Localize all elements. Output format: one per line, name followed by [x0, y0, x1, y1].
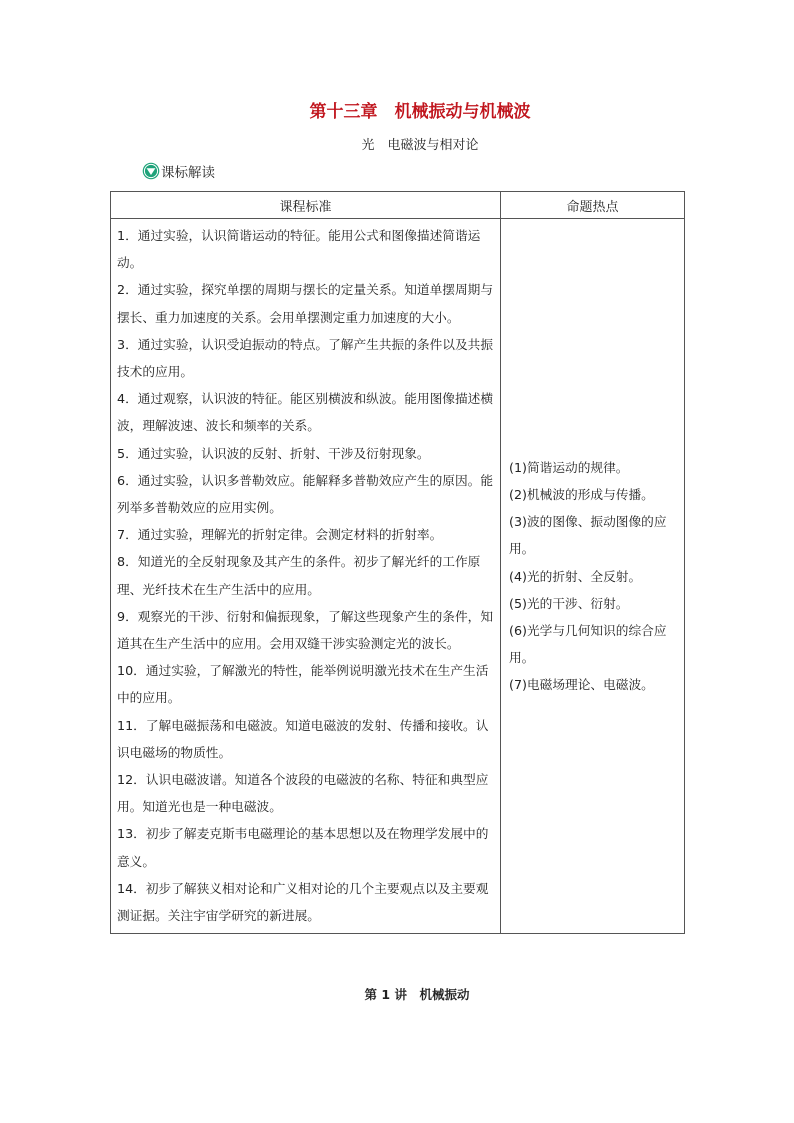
table-row — [111, 219, 685, 934]
hotspot-item: (7)电磁场理论、电磁波。 — [509, 677, 654, 693]
standard-item: 5．通过实验，认识波的反射、折射、干涉及衍射现象。 — [117, 445, 430, 461]
standard-item: 3．通过实验，认识受迫振动的特点。了解产生共振的条件以及共振技术的应用。 — [117, 336, 494, 380]
hotspots-cell — [501, 219, 685, 934]
standards-list — [111, 219, 500, 933]
table-header-row — [111, 192, 685, 219]
hotspots-list — [501, 454, 684, 699]
hotspot-item: (4)光的折射、全反射。 — [509, 568, 642, 584]
standard-item: 10．通过实验，了解激光的特性，能举例说明激光技术在生产生活中的应用。 — [117, 663, 489, 706]
standards-cell — [111, 219, 501, 934]
section-heading-label: 课标解读 — [161, 165, 215, 181]
chapter-title: 第十三章 机械振动与机械波 — [309, 102, 531, 122]
standard-item: 6．通过实验，认识多普勒效应。能解释多普勒效应产生的原因。能列举多普勒效应的应用实例。 — [117, 472, 494, 516]
hotspot-item: (3)波的图像、振动图像的应用。 — [509, 514, 667, 557]
curriculum-table — [110, 191, 685, 934]
header-course-standard: 课程标准 — [111, 192, 501, 219]
subtitle: 光 电磁波与相对论 — [361, 138, 479, 153]
green-circle-down-triangle-icon — [142, 162, 160, 180]
standard-item: 8．知道光的全反射现象及其产生的条件。初步了解光纤的工作原理、光纤技术在生产生活中的应用。 — [117, 554, 481, 597]
standard-item: 13．初步了解麦克斯韦电磁理论的基本思想以及在物理学发展中的意义。 — [117, 826, 489, 869]
standard-item: 7．通过实验，理解光的折射定律。会测定材料的折射率。 — [117, 527, 443, 543]
header-exam-hotspots: 命题热点 — [501, 192, 685, 219]
hotspot-item: (6)光学与几何知识的综合应用。 — [509, 622, 667, 666]
standard-item: 11．了解电磁振荡和电磁波。知道电磁波的发射、传播和接收。认识电磁场的物质性。 — [117, 717, 489, 760]
hotspot-item: (2)机械波的形成与传播。 — [509, 486, 654, 502]
hotspot-item: (5)光的干涉、衍射。 — [509, 595, 629, 611]
standard-item: 14．初步了解狭义相对论和广义相对论的几个主要观点以及主要观测证据。关注宇宙学研究的新进展。 — [117, 880, 489, 924]
standard-item: 1．通过实验，认识简谐运动的特征。能用公式和图像描述简谐运动。 — [117, 228, 481, 271]
hotspot-item: (1)简谐运动的规律。 — [509, 459, 629, 475]
standard-item: 4．通过观察，认识波的特征。能区别横波和纵波。能用图像描述横波，理解波速、波长和频率的关系。 — [117, 391, 494, 434]
section-heading — [142, 160, 215, 182]
lecture-title: 第 1 讲 机械振动 — [364, 987, 470, 1002]
standard-item: 9．观察光的干涉、衍射和偏振现象，了解这些现象产生的条件，知道其在生产生活中的应用。会用双缝干涉实验测定光的波长。 — [117, 608, 494, 652]
standard-item: 2．通过实验，探究单摆的周期与摆长的定量关系。知道单摆周期与摆长、重力加速度的关系。会用单摆测定重力加速度的大小。 — [117, 282, 494, 325]
standard-item: 12．认识电磁波谱。知道各个波段的电磁波的名称、特征和典型应用。知道光也是一种电磁波。 — [117, 772, 489, 815]
